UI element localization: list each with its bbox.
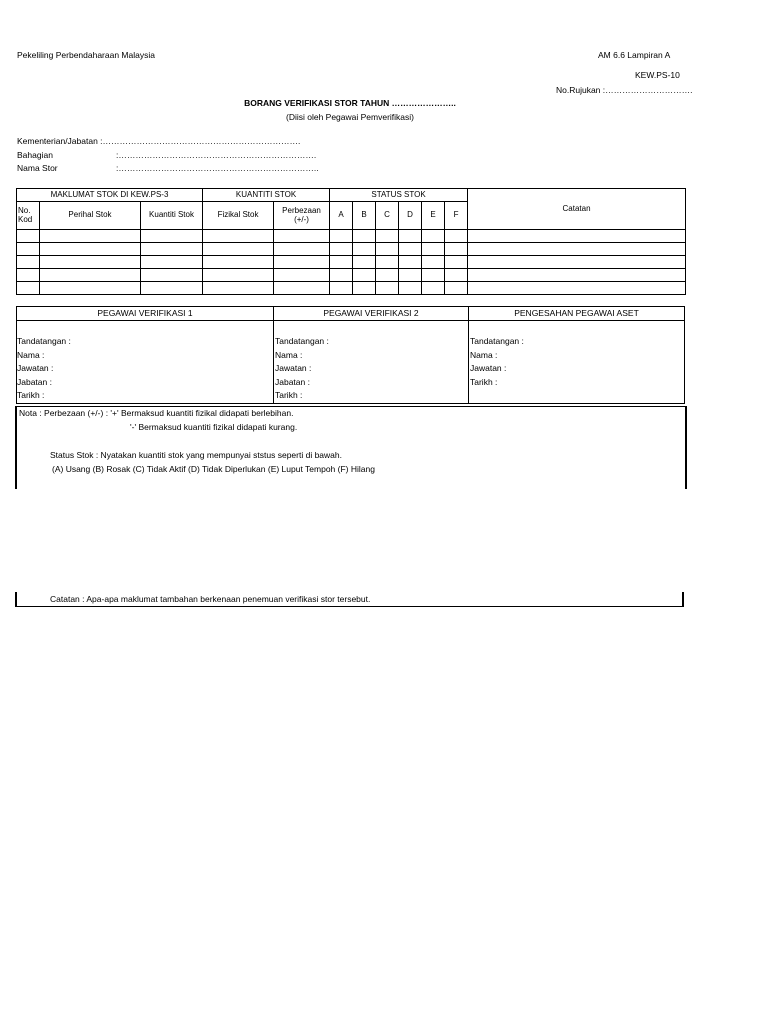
col-fizikal-header: Fizikal Stok [203, 202, 274, 230]
col-catatan-header: Catatan [468, 189, 686, 230]
catatan-right-border [682, 592, 684, 607]
group-status-header: STATUS STOK [330, 189, 468, 202]
table-row [17, 256, 686, 269]
nama-stor-value: :…………………………………………………………….. [116, 163, 319, 173]
pv1-tandatangan: Tandatangan : [17, 336, 71, 346]
pv2-jawatan: Jawatan : [275, 363, 312, 373]
col-status-f-header: F [445, 202, 468, 230]
reference-number: No.Rujukan :…………………………. [556, 85, 693, 95]
catatan-bottom-border [15, 606, 684, 607]
signature-column-divider-1 [273, 306, 274, 403]
col-status-a-header: A [330, 202, 353, 230]
pv1-tarikh: Tarikh : [17, 390, 45, 400]
col-kuantiti-header: Kuantiti Stok [141, 202, 203, 230]
group-kuantiti-header: KUANTITI STOK [203, 189, 330, 202]
pv2-tarikh: Tarikh : [275, 390, 303, 400]
status-stok-note: Status Stok : Nyatakan kuantiti stok yang mempunyai ststus seperti di bawah. [50, 450, 342, 460]
form-title: BORANG VERIFIKASI STOR TAHUN ………………….. [244, 98, 456, 108]
kementerian-field: Kementerian/Jabatan :……………………………………………………………. [17, 136, 301, 146]
catatan-note: Catatan : Apa-apa maklumat tambahan berkenaan penemuan verifikasi stor tersebut. [50, 594, 371, 604]
pv1-jabatan: Jabatan : [17, 377, 52, 387]
form-code: KEW.PS-10 [635, 70, 680, 80]
nota-line-2: '-' Bermaksud kuantiti fizikal didapati kurang. [130, 422, 298, 432]
col-status-c-header: C [376, 202, 399, 230]
nota-line-1: Nota : Perbezaan (+/-) : '+' Bermaksud kuantiti fizikal didapati berlebihan. [19, 408, 294, 418]
pv1-jawatan: Jawatan : [17, 363, 54, 373]
pv1-title: PEGAWAI VERIFIKASI 1 [97, 308, 193, 318]
aset-title: PENGESAHAN PEGAWAI ASET [514, 308, 639, 318]
stock-table [16, 188, 686, 295]
pv2-tandatangan: Tandatangan : [275, 336, 329, 346]
group-maklumat-header: MAKLUMAT STOK DI KEW.PS-3 [17, 189, 203, 202]
table-row [17, 269, 686, 282]
col-status-e-header: E [422, 202, 445, 230]
pv1-nama: Nama : [17, 350, 45, 360]
aset-jawatan: Jawatan : [470, 363, 507, 373]
status-options-note: (A) Usang (B) Rosak (C) Tidak Aktif (D) Tidak Diperlukan (E) Luput Tempoh (F) Hilang [52, 464, 375, 474]
col-perbezaan-header: Perbezaan (+/-) [274, 202, 330, 230]
signature-header-divider [16, 320, 685, 321]
col-no-kod-header: No. Kod [17, 202, 40, 230]
bahagian-value: :……………………………………………………………. [116, 150, 317, 160]
col-status-b-header: B [353, 202, 376, 230]
notes-box [15, 406, 687, 489]
table-row [17, 282, 686, 295]
aset-tandatangan: Tandatangan : [470, 336, 524, 346]
aset-nama: Nama : [470, 350, 498, 360]
bahagian-label: Bahagian [17, 150, 53, 160]
col-status-d-header: D [399, 202, 422, 230]
pv2-jabatan: Jabatan : [275, 377, 310, 387]
header-circular: Pekeliling Perbendaharaan Malaysia [17, 50, 155, 60]
nama-stor-label: Nama Stor [17, 163, 58, 173]
pv2-title: PEGAWAI VERIFIKASI 2 [323, 308, 419, 318]
header-reference: AM 6.6 Lampiran A [598, 50, 671, 60]
form-subtitle: (Diisi oleh Pegawai Pemverifikasi) [285, 112, 414, 122]
table-row [17, 243, 686, 256]
col-perihal-header: Perihal Stok [40, 202, 141, 230]
table-row [17, 230, 686, 243]
pv2-nama: Nama : [275, 350, 303, 360]
catatan-left-border [15, 592, 17, 607]
signature-column-divider-2 [468, 306, 469, 403]
aset-tarikh: Tarikh : [470, 377, 498, 387]
